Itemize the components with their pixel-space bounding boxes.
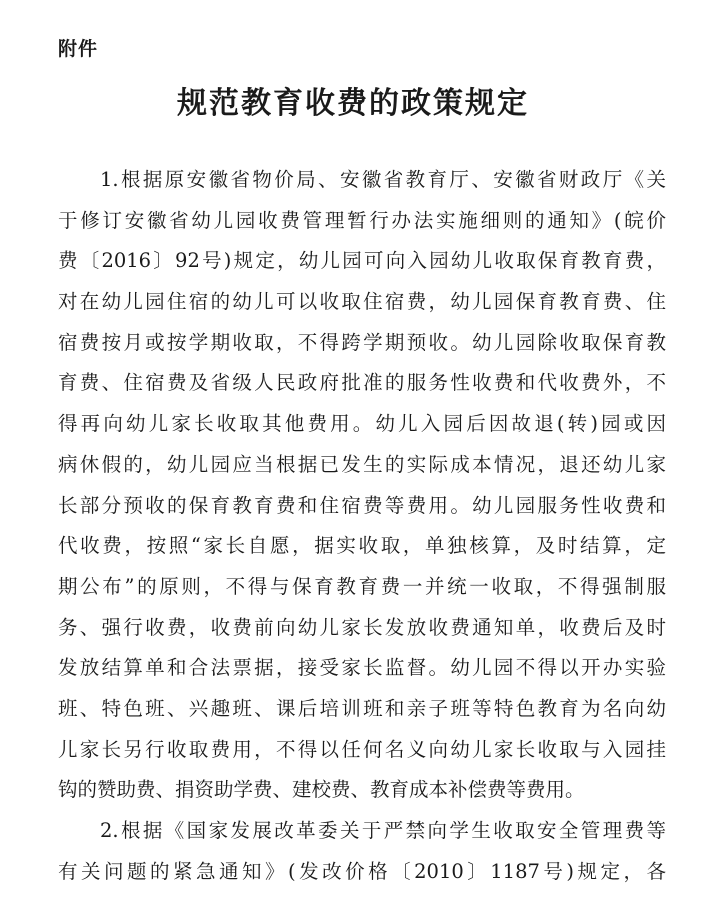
text-line: 钩的赞助费、捐资助学费、建校费、教育成本补偿费等费用。 bbox=[58, 778, 585, 802]
text-line: 得再向幼儿家长收取其他费用。幼儿入园后因故退(转)园或因 bbox=[58, 412, 666, 436]
text-line: 2.根据《国家发展改革委关于严禁向学生收取安全管理费等 bbox=[100, 819, 666, 842]
text-line: 有关问题的紧急通知》(发改价格〔2010〕1187号)规定，各 bbox=[58, 859, 666, 883]
text-line: 对在幼儿园住宿的幼儿可以收取住宿费，幼儿园保育教育费、住 bbox=[58, 290, 666, 314]
text-line: 长部分预收的保育教育费和住宿费等费用。幼儿园服务性收费和 bbox=[58, 493, 666, 517]
text-line: 病休假的，幼儿园应当根据已发生的实际成本情况，退还幼儿家 bbox=[58, 452, 666, 476]
text-line: 宿费按月或按学期收取，不得跨学期预收。幼儿园除收取保育教 bbox=[58, 330, 666, 354]
text-line: 班、特色班、兴趣班、课后培训班和亲子班等特色教育为名向幼 bbox=[58, 696, 666, 720]
text-line: 务、强行收费，收费前向幼儿家长发放收费通知单，收费后及时 bbox=[58, 615, 666, 639]
attachment-label: 附件 bbox=[58, 38, 99, 60]
document-body bbox=[58, 160, 666, 892]
text-line: 代收费，按照“家长自愿，据实收取，单独核算，及时结算，定 bbox=[58, 534, 666, 558]
paragraph-1 bbox=[58, 160, 666, 811]
text-line: 1.根据原安徽省物价局、安徽省教育厅、安徽省财政厅《关 bbox=[100, 168, 666, 191]
text-line: 发放结算单和合法票据，接受家长监督。幼儿园不得以开办实验 bbox=[58, 656, 666, 680]
text-line: 育费、住宿费及省级人民政府批准的服务性收费和代收费外，不 bbox=[58, 371, 666, 395]
text-line: 期公布”的原则，不得与保育教育费一并统一收取，不得强制服 bbox=[58, 574, 666, 598]
text-line: 于修订安徽省幼儿园收费管理暂行办法实施细则的通知》(皖价 bbox=[58, 208, 666, 232]
text-line: 费〔2016〕92号)规定，幼儿园可向入园幼儿收取保育教育费， bbox=[58, 249, 666, 273]
document-title: 规范教育收费的政策规定 bbox=[177, 86, 529, 121]
paragraph-2 bbox=[58, 811, 666, 892]
text-line: 儿家长另行收取费用，不得以任何名义向幼儿家长收取与入园挂 bbox=[58, 737, 666, 761]
